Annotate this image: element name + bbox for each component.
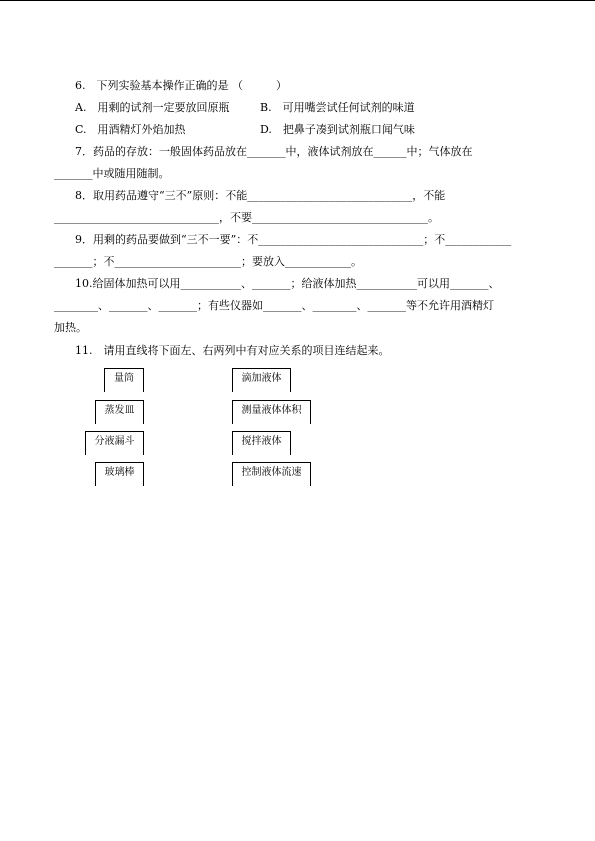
right-item-drip-liquid[interactable]: 滴加液体 bbox=[232, 368, 291, 392]
q6-option-a: A. 用剩的试剂一定要放回原瓶 bbox=[75, 101, 230, 114]
left-item-separatory-funnel[interactable]: 分液漏斗 bbox=[85, 431, 144, 455]
q10-line-3: 加热。 bbox=[54, 321, 87, 334]
q7-line-2: _______中或随用随制。 bbox=[54, 167, 170, 180]
q6-option-c: C. 用酒精灯外焰加热 bbox=[75, 123, 186, 136]
q9-line-2: _______；不_______________________；要放入____________。 bbox=[54, 255, 362, 268]
right-item-measure-volume[interactable]: 测量液体体积 bbox=[232, 400, 311, 424]
top-border-line bbox=[0, 0, 595, 1]
left-item-glass-rod[interactable]: 玻璃棒 bbox=[95, 462, 144, 486]
left-item-measuring-cylinder[interactable]: 量筒 bbox=[104, 368, 144, 392]
q8-line-2: ______________________________，不要________________________________。 bbox=[54, 211, 439, 224]
left-item-evaporating-dish[interactable]: 蒸发皿 bbox=[95, 400, 144, 424]
q6-stem: 6. 下列实验基本操作正确的是 （ ） bbox=[75, 79, 287, 92]
right-item-control-flow[interactable]: 控制液体流速 bbox=[232, 462, 311, 486]
q10-line-1: 10.给固体加热可以用___________、_______；给液体加热___________可以用_______、 bbox=[75, 277, 500, 290]
q11-stem: 11. 请用直线将下面左、右两列中有对应关系的项目连结起来。 bbox=[75, 344, 390, 357]
q8-line-1: 8．取用药品遵守“三不”原则：不能______________________________，不能 bbox=[75, 189, 446, 202]
q6-option-d: D. 把鼻子凑到试剂瓶口闻气味 bbox=[260, 123, 415, 136]
q9-line-1: 9．用剩的药品要做到“三不一要”：不______________________________；不____________ bbox=[75, 233, 512, 246]
q7-line-1: 7．药品的存放：一般固体药品放在_______中，液体试剂放在______中；气体放在 bbox=[75, 145, 473, 158]
q6-option-b: B. 可用嘴尝试任何试剂的味道 bbox=[260, 101, 415, 114]
q10-line-2: ________、_______、_______；有些仪器如_______、________、_______等不允许用酒精灯 bbox=[54, 299, 494, 312]
right-item-stir-liquid[interactable]: 搅拌液体 bbox=[232, 431, 291, 455]
